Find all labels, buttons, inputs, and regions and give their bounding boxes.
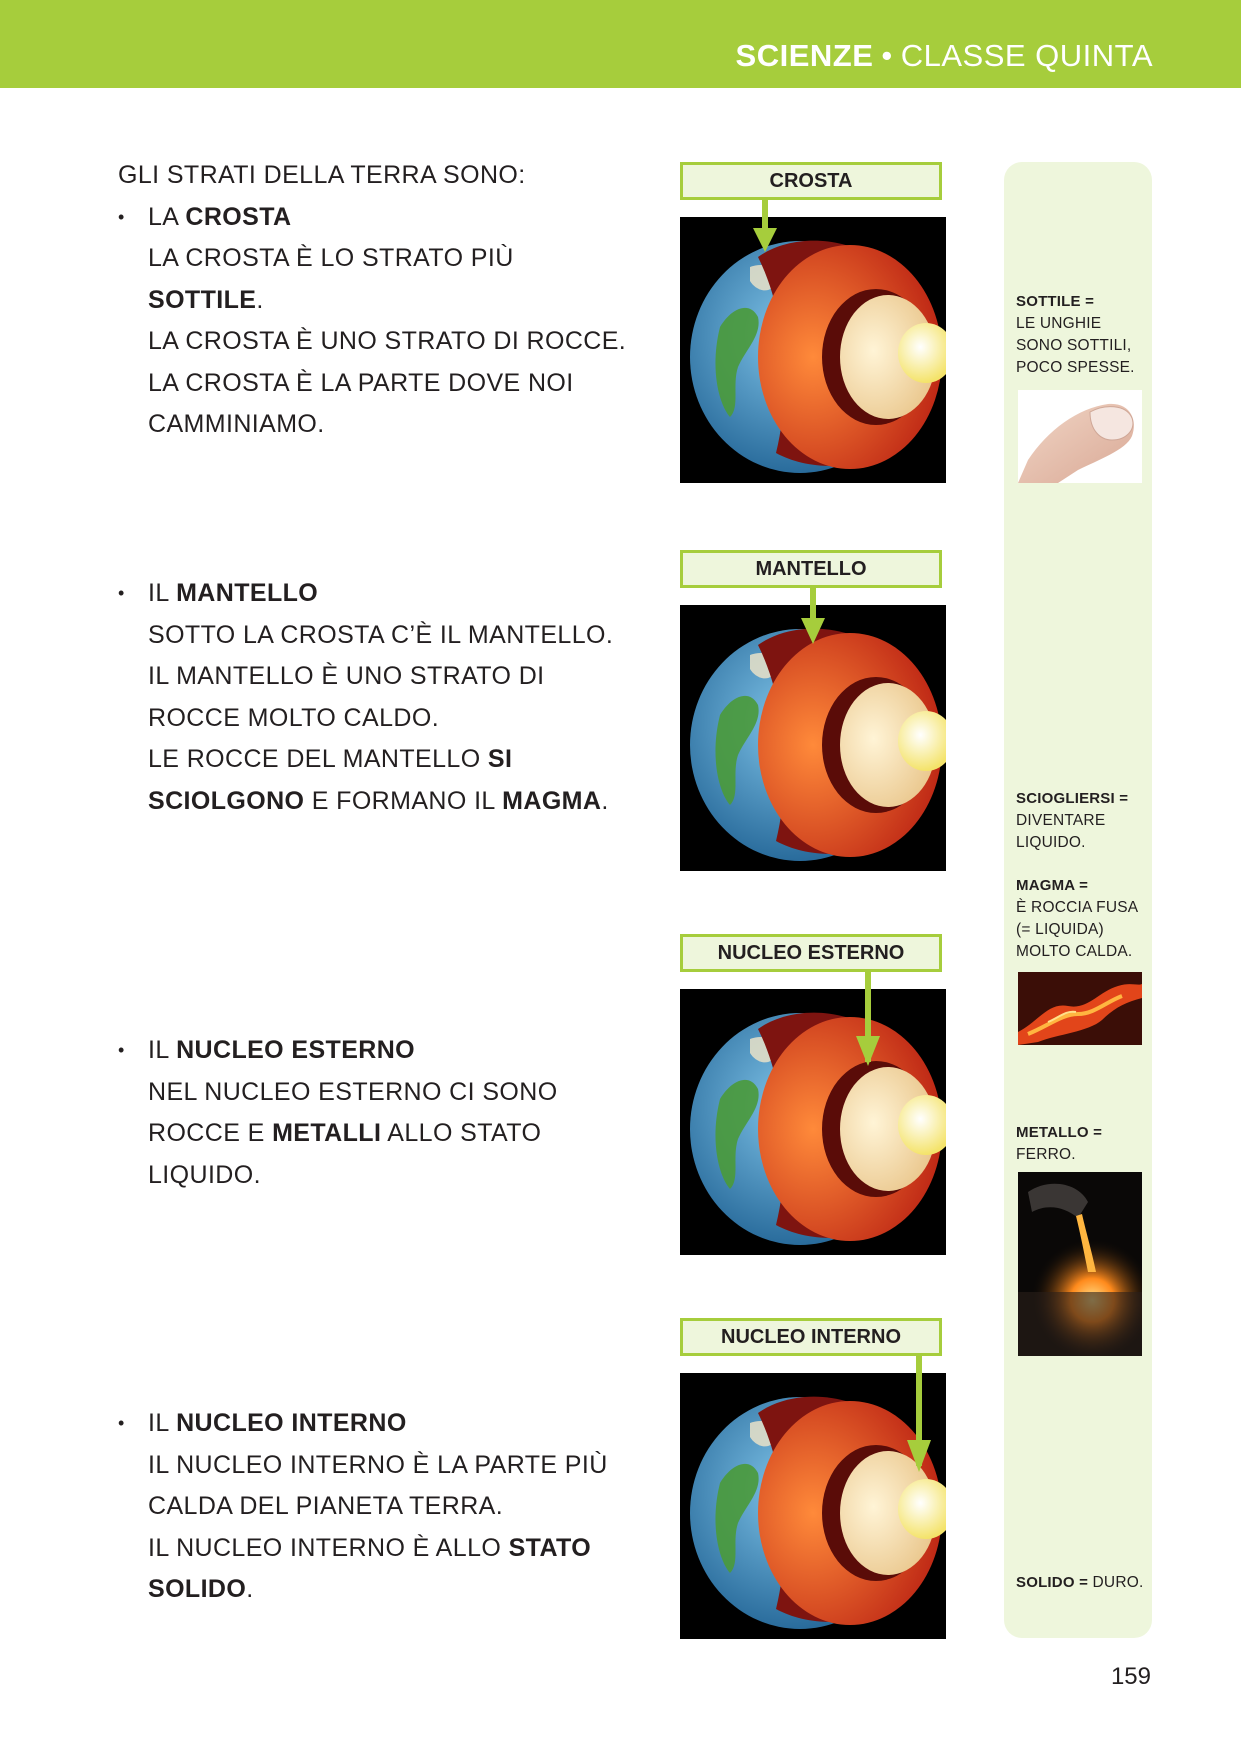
crust-line-3: LA CROSTA È UNO STRATO DI ROCCE.: [148, 327, 627, 355]
lava-image: [1018, 972, 1142, 1045]
bullet-marker: •: [118, 206, 125, 227]
bullet-marker: •: [118, 583, 125, 603]
lava-photo: [1018, 972, 1142, 1045]
mantle-line-5-bold-a: SCIOLGONO: [148, 786, 305, 815]
arrow-head-inner-core: [907, 1440, 931, 1472]
crust-name: CROSTA: [185, 202, 292, 231]
glossary-term: SOLIDO =: [1016, 1574, 1089, 1591]
header-class: CLASSE QUINTA: [900, 38, 1153, 73]
inner-core-line-1: IL NUCLEO INTERNO È LA PARTE PIÙ: [148, 1450, 608, 1479]
glossary-term: MAGMA =: [1016, 877, 1089, 894]
crust-line-1: LA CROSTA È LO STRATO PIÙ: [148, 244, 514, 272]
outer-core-line-3: LIQUIDO.: [148, 1160, 261, 1189]
glossary-def-line: SONO SOTTILI,: [1016, 337, 1132, 354]
intro-text: GLI STRATI DELLA TERRA SONO:: [118, 161, 526, 189]
arrow-head-crust: [753, 228, 777, 252]
glossary-term: SCIOGLIERSI =: [1016, 790, 1129, 807]
header-subject: SCIENZE: [735, 38, 874, 73]
glossary-def-line: POCO SPESSE.: [1016, 359, 1135, 376]
inner-core-name: NUCLEO INTERNO: [176, 1409, 407, 1437]
arrow-head-mantle: [801, 618, 825, 644]
inner-core-label: NUCLEO INTERNO: [680, 1318, 942, 1356]
mantle-line-4-bold: SI: [487, 745, 513, 773]
glossary-metallo: [1016, 1122, 1102, 1166]
mantle-line-3: ROCCE MOLTO CALDO.: [148, 703, 440, 732]
fingernail-image: [1018, 390, 1142, 483]
glossary-def-line: È ROCCIA FUSA: [1016, 899, 1139, 916]
crust-label: CROSTA: [680, 162, 942, 200]
arrow-shaft-crust: [762, 200, 768, 232]
mantle-label: MANTELLO: [680, 550, 942, 588]
bullet-marker: •: [118, 1040, 125, 1060]
mantle-line-1: SOTTO LA CROSTA C’È IL MANTELLO.: [148, 620, 614, 649]
outer-core-line-2-bold: METALLI: [272, 1119, 382, 1147]
outer-core-line-2a: ROCCE E: [148, 1119, 273, 1147]
glossary-term: SOTTILE =: [1016, 293, 1095, 310]
mantle-line-5-tail: .: [601, 786, 609, 815]
mantle-name: MANTELLO: [176, 579, 319, 607]
glossary-sciogliersi: [1016, 788, 1128, 854]
bullet-marker: •: [118, 1413, 125, 1433]
crust-line-5: CAMMINIAMO.: [148, 410, 325, 438]
glossary-def-line: (= LIQUIDA): [1016, 921, 1104, 938]
crust-line-2-tail: .: [256, 285, 264, 314]
page-number: 159: [1110, 1663, 1151, 1690]
crust-article: LA: [148, 202, 186, 231]
outer-core-article: IL: [148, 1036, 177, 1064]
inner-core-line-3a: IL NUCLEO INTERNO È ALLO: [148, 1533, 509, 1562]
mantle-article: IL: [148, 579, 177, 607]
inner-core-article: IL: [148, 1409, 177, 1437]
molten-iron-photo: [1018, 1172, 1142, 1356]
inner-core-line-4-bold: SOLIDO: [148, 1575, 247, 1603]
mantle-line-2: IL MANTELLO È UNO STRATO DI: [148, 662, 545, 690]
inner-core-line-4-tail: .: [246, 1575, 254, 1603]
glossary-def-line: LIQUIDO.: [1016, 834, 1086, 851]
glossary-magma: [1016, 875, 1138, 963]
glossary-term: METALLO =: [1016, 1124, 1103, 1141]
molten-iron-image: [1018, 1172, 1142, 1356]
outer-core-name: NUCLEO ESTERNO: [176, 1036, 416, 1064]
mantle-line-4a: LE ROCCE DEL MANTELLO: [148, 745, 488, 773]
inner-core-line-2: CALDA DEL PIANETA TERRA.: [148, 1492, 504, 1520]
glossary-def-line: DIVENTARE: [1016, 812, 1106, 829]
outer-core-line-2b: ALLO STATO: [381, 1119, 542, 1147]
glossary-def-line: LE UNGHIE: [1016, 315, 1102, 332]
inner-core-line-3-bold: STATO: [508, 1533, 592, 1562]
glossary-def-line: FERRO.: [1016, 1146, 1076, 1163]
glossary-def-inline: DURO.: [1088, 1574, 1144, 1591]
header-separator: •: [881, 38, 893, 73]
glossary-def-line: MOLTO CALDA.: [1016, 943, 1133, 960]
glossary-solido: [1016, 1572, 1143, 1594]
mantle-line-5-bold-c: MAGMA: [502, 786, 602, 815]
glossary-sottile: [1016, 291, 1135, 379]
fingernail-photo: [1018, 390, 1142, 483]
outer-core-label: NUCLEO ESTERNO: [680, 934, 942, 972]
crust-line-4: LA CROSTA È LA PARTE DOVE NOI: [148, 368, 574, 397]
arrow-head-outer-core: [856, 1036, 880, 1066]
outer-core-line-1: NEL NUCLEO ESTERNO CI SONO: [148, 1077, 558, 1106]
mantle-line-5b: E FORMANO IL: [304, 786, 503, 815]
arrow-shaft-mantle: [810, 588, 816, 622]
crust-line-2-bold: SOTTILE: [148, 285, 257, 314]
